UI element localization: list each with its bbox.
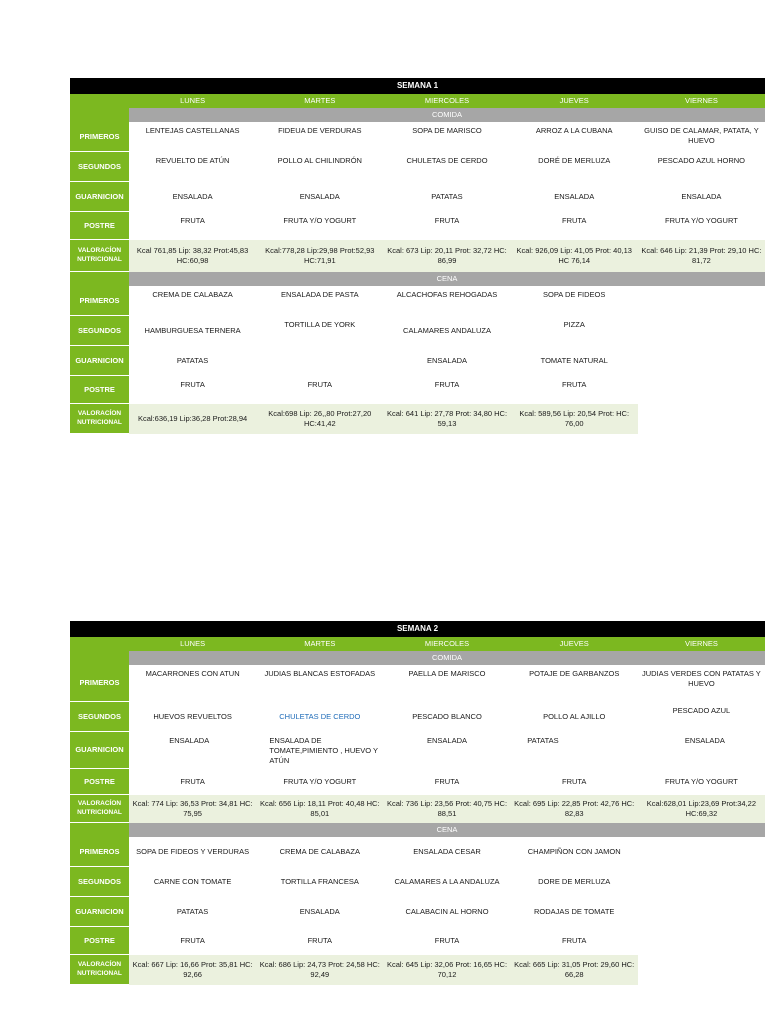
nutrition-cell: Kcal: 736 Lip: 23,56 Prot: 40,75 HC: 88,51 (383, 795, 510, 823)
dish-cell: JUDIAS BLANCAS ESTOFADAS (264, 669, 376, 678)
week1-comida-valoracion-row (70, 240, 765, 272)
dish-cell: FRUTA (561, 935, 587, 945)
week1-title: SEMANA 1 (70, 78, 765, 94)
day-martes: MARTES (256, 637, 383, 651)
day-jueves: JUEVES (511, 637, 638, 651)
dish-cell: ALCACHOFAS REHOGADAS (396, 290, 498, 299)
dish-cell: GUISO DE CALAMAR, PATATA, Y HUEVO (644, 126, 759, 146)
dish-cell: PATATAS (176, 355, 209, 365)
nutrition-cell: Kcal:628,01 Lip:23,69 Prot:34,22 HC:69,32 (638, 795, 765, 823)
row-label-valoracion: VALORACÍON NUTRICIONAL (70, 404, 129, 434)
week1-comida-header (70, 108, 765, 122)
nutrition-cell: Kcal 761,85 Lip: 38,32 Prot:45,83 HC:60,98 (129, 240, 256, 272)
row-label-guarnicion: GUARNICION (70, 346, 129, 376)
dish-cell: ENSALADA (299, 906, 340, 916)
dish-cell: ENSALADA (684, 736, 725, 745)
week1-cena-segundos-row (70, 316, 765, 346)
dish-cell: FRUTA (307, 380, 333, 389)
dish-cell: FRUTA (180, 216, 205, 225)
row-label-valoracion: VALORACÍON NUTRICIONAL (70, 240, 129, 272)
dish-cell: PIZZA (563, 320, 585, 329)
day-viernes: VIERNES (638, 637, 765, 651)
week2-comida-postre-row (70, 769, 765, 795)
week1-comida-guarnicion-row (70, 182, 765, 212)
dish-cell: CALAMARES A LA ANDALUZA (394, 876, 500, 886)
week1-cena-guarnicion-row (70, 346, 765, 376)
nutrition-cell: Kcal: 641 Lip: 27,78 Prot: 34,80 HC: 59,13 (383, 404, 510, 434)
section-comida: COMIDA (129, 651, 765, 665)
corner-cell (70, 823, 129, 837)
dish-cell: TORTILLA DE YORK (284, 320, 356, 329)
week2-cena-valoracion-row (70, 955, 765, 985)
dish-cell: POTAJE DE GARBANZOS (529, 669, 620, 678)
week1-cena-header (70, 272, 765, 286)
dish-cell (638, 837, 765, 867)
week2-cena-primeros-row (70, 837, 765, 867)
week2-title: SEMANA 2 (70, 621, 765, 637)
dish-cell (638, 316, 765, 346)
row-label-postre: POSTRE (70, 769, 129, 795)
dish-cell (638, 897, 765, 927)
dish-cell: FIDEUA DE VERDURAS (278, 126, 362, 135)
dish-cell: FRUTA (561, 380, 587, 389)
dish-cell: ENSALADA CESAR (413, 846, 481, 856)
row-label-guarnicion: GUARNICION (70, 897, 129, 927)
dish-cell: PATATAS (176, 906, 209, 916)
dish-cell: FRUTA (434, 216, 460, 225)
dish-cell: HUEVOS REVUELTOS (153, 711, 232, 721)
dish-cell: SOPA DE FIDEOS Y VERDURAS (136, 846, 250, 856)
row-label-primeros: PRIMEROS (70, 665, 129, 702)
nutrition-cell: Kcal: 646 Lip: 21,39 Prot: 29,10 HC: 81,72 (638, 240, 765, 272)
dish-link-chuletas[interactable]: CHULETAS DE CERDO (279, 711, 361, 721)
corner-cell (70, 637, 129, 651)
dish-cell: ENSALADA DE PASTA (280, 290, 359, 299)
dish-cell: CREMA DE CALABAZA (279, 846, 361, 856)
row-label-segundos: SEGUNDOS (70, 316, 129, 346)
dish-cell: HAMBURGUESA TERNERA (144, 325, 241, 335)
nutrition-cell: Kcal:636,19 Lip:36,28 Prot:28,94 (129, 404, 256, 434)
day-miercoles: MIERCOLES (383, 637, 510, 651)
dish-cell: FRUTA (561, 216, 587, 225)
dish-cell: ENSALADA (299, 191, 340, 201)
week1-menu (70, 78, 765, 434)
section-comida: COMIDA (129, 108, 765, 122)
dish-cell: FRUTA (180, 776, 205, 786)
nutrition-cell: Kcal: 774 Lip: 36,53 Prot: 34,81 HC: 75,95 (129, 795, 256, 823)
row-label-segundos: SEGUNDOS (70, 702, 129, 732)
dish-cell: LENTEJAS CASTELLANAS (145, 126, 240, 135)
dish-cell: FRUTA Y/O YOGURT (665, 216, 738, 225)
week1-cena-primeros-row (70, 286, 765, 316)
dish-cell: PAELLA DE MARISCO (408, 669, 486, 678)
week2-comida-segundos-row (70, 702, 765, 732)
row-label-primeros: PRIMEROS (70, 122, 129, 152)
dish-cell: ENSALADA (554, 191, 595, 201)
dish-cell (638, 286, 765, 316)
nutrition-cell: Kcal: 656 Lip: 18,11 Prot: 40,48 HC: 85,01 (256, 795, 383, 823)
dish-cell: PESCADO AZUL (672, 706, 731, 715)
row-label-primeros: PRIMEROS (70, 286, 129, 316)
dish-cell: FRUTA (307, 935, 333, 945)
nutrition-cell: Kcal:778,28 Lip:29,98 Prot:52,93 HC:71,91 (256, 240, 383, 272)
dish-cell: RODAJAS DE TOMATE (533, 906, 615, 916)
dish-cell: TORTILLA FRANCESA (280, 876, 359, 886)
week1-comida-segundos-row (70, 152, 765, 182)
nutrition-cell: Kcal:698 Lip: 26,,80 Prot:27,20 HC:41,42 (256, 404, 383, 434)
dish-cell: MACARRONES CON ATUN (145, 669, 240, 678)
nutrition-cell: Kcal: 695 Lip: 22,85 Prot: 42,76 HC: 82,83 (511, 795, 638, 823)
dish-cell: FRUTA (180, 935, 205, 945)
dish-cell: DORE DE MERLUZA (538, 876, 611, 886)
week2-comida-primeros-row (70, 665, 765, 702)
dish-cell: CARNE CON TOMATE (153, 876, 232, 886)
week2-comida-header (70, 651, 765, 665)
dish-cell: JUDIAS VERDES CON PATATAS Y HUEVO (642, 669, 761, 689)
dish-cell: TOMATE NATURAL (540, 355, 608, 365)
dish-cell: PATATAS (527, 736, 559, 745)
row-label-postre: POSTRE (70, 376, 129, 404)
section-cena: CENA (129, 272, 765, 286)
day-viernes: VIERNES (638, 94, 765, 108)
dish-cell: CALAMARES ANDALUZA (403, 325, 491, 335)
dish-cell: POLLO AL CHILINDRÓN (277, 156, 362, 165)
day-jueves: JUEVES (511, 94, 638, 108)
dish-cell: ENSALADA (681, 191, 722, 201)
week2-menu (70, 621, 765, 985)
row-label-valoracion: VALORACÍON NUTRICIONAL (70, 795, 129, 823)
dish-cell (638, 927, 765, 955)
week2-cena-guarnicion-row (70, 897, 765, 927)
week1-comida-primeros-row (70, 122, 765, 152)
dish-cell: FRUTA (434, 776, 460, 786)
dish-cell: FRUTA Y/O YOGURT (665, 776, 738, 786)
dish-cell: ENSALADA DE TOMATE,PIMIENTO , HUEVO Y ATÚN (269, 736, 378, 766)
nutrition-cell: Kcal: 926,09 Lip: 41,05 Prot: 40,13 HC 76,14 (511, 240, 638, 272)
dish-cell: ENSALADA (172, 191, 213, 201)
dish-cell: PESCADO AZUL HORNO (657, 156, 746, 165)
dish-cell: PESCADO BLANCO (412, 711, 482, 721)
day-martes: MARTES (256, 94, 383, 108)
day-lunes: LUNES (129, 94, 256, 108)
nutrition-cell: Kcal: 667 Lip: 16,66 Prot: 35,81 HC: 92,66 (129, 955, 256, 985)
nutrition-cell: Kcal: 686 Lip: 24,73 Prot: 24,58 HC: 92,49 (256, 955, 383, 985)
week2-comida-guarnicion-row (70, 732, 765, 769)
dish-cell: ENSALADA (427, 736, 468, 745)
row-label-segundos: SEGUNDOS (70, 152, 129, 182)
day-lunes: LUNES (129, 637, 256, 651)
row-label-postre: POSTRE (70, 212, 129, 240)
week2-cena-postre-row (70, 927, 765, 955)
corner-cell (70, 272, 129, 286)
dish-cell: FRUTA (561, 776, 587, 786)
week1-cena-postre-row (70, 376, 765, 404)
week2-comida-valoracion-row (70, 795, 765, 823)
nutrition-cell: Kcal: 673 Lip: 20,11 Prot: 32,72 HC: 86,99 (383, 240, 510, 272)
dish-cell: ARROZ A LA CUBANA (535, 126, 613, 135)
dish-cell: FRUTA (180, 380, 205, 389)
dish-cell (638, 376, 765, 404)
nutrition-cell: Kcal: 645 Lip: 32,06 Prot: 16,65 HC: 70,12 (383, 955, 510, 985)
nutrition-cell: Kcal: 665 Lip: 31,05 Prot: 29,60 HC: 66,28 (511, 955, 638, 985)
corner-cell (70, 651, 129, 665)
dish-cell: FRUTA Y/O YOGURT (283, 216, 357, 225)
week2-cena-segundos-row (70, 867, 765, 897)
dish-cell: SOPA DE FIDEOS (543, 290, 606, 299)
corner-cell (70, 94, 129, 108)
section-cena: CENA (129, 823, 765, 837)
row-label-guarnicion: GUARNICION (70, 732, 129, 769)
dish-cell: FRUTA (434, 380, 460, 389)
dish-cell: FRUTA (434, 935, 460, 945)
dish-cell: FRUTA Y/O YOGURT (283, 776, 357, 786)
day-miercoles: MIERCOLES (383, 94, 510, 108)
row-label-guarnicion: GUARNICION (70, 182, 129, 212)
corner-cell (70, 108, 129, 122)
dish-cell: POLLO AL AJILLO (543, 711, 606, 721)
dish-cell (638, 867, 765, 897)
nutrition-cell (638, 955, 765, 985)
dish-cell: PATATAS (431, 191, 463, 201)
dish-cell: CREMA DE CALABAZA (152, 290, 233, 299)
dish-cell: CHAMPIÑON CON JAMON (527, 846, 621, 856)
week2-days-header (70, 637, 765, 651)
row-label-segundos: SEGUNDOS (70, 867, 129, 897)
dish-cell: ENSALADA (169, 736, 210, 745)
week1-days-header (70, 94, 765, 108)
dish-cell: ENSALADA (426, 355, 468, 365)
row-label-primeros: PRIMEROS (70, 837, 129, 867)
nutrition-cell (638, 404, 765, 434)
dish-cell (256, 346, 383, 376)
row-label-valoracion: VALORACÍON NUTRICIONAL (70, 955, 129, 985)
dish-cell: CALABACIN AL HORNO (405, 906, 489, 916)
week1-comida-postre-row (70, 212, 765, 240)
week1-cena-valoracion-row (70, 404, 765, 434)
dish-cell: DORÉ DE MERLUZA (538, 156, 611, 165)
dish-cell: SOPA DE MARISCO (412, 126, 482, 135)
dish-cell (638, 346, 765, 376)
week2-cena-header (70, 823, 765, 837)
dish-cell: REVUELTO DE ATÚN (155, 156, 230, 165)
row-label-postre: POSTRE (70, 927, 129, 955)
dish-cell: CHULETAS DE CERDO (406, 156, 488, 165)
nutrition-cell: Kcal: 589,56 Lip: 20,54 Prot: HC: 76,00 (511, 404, 638, 434)
